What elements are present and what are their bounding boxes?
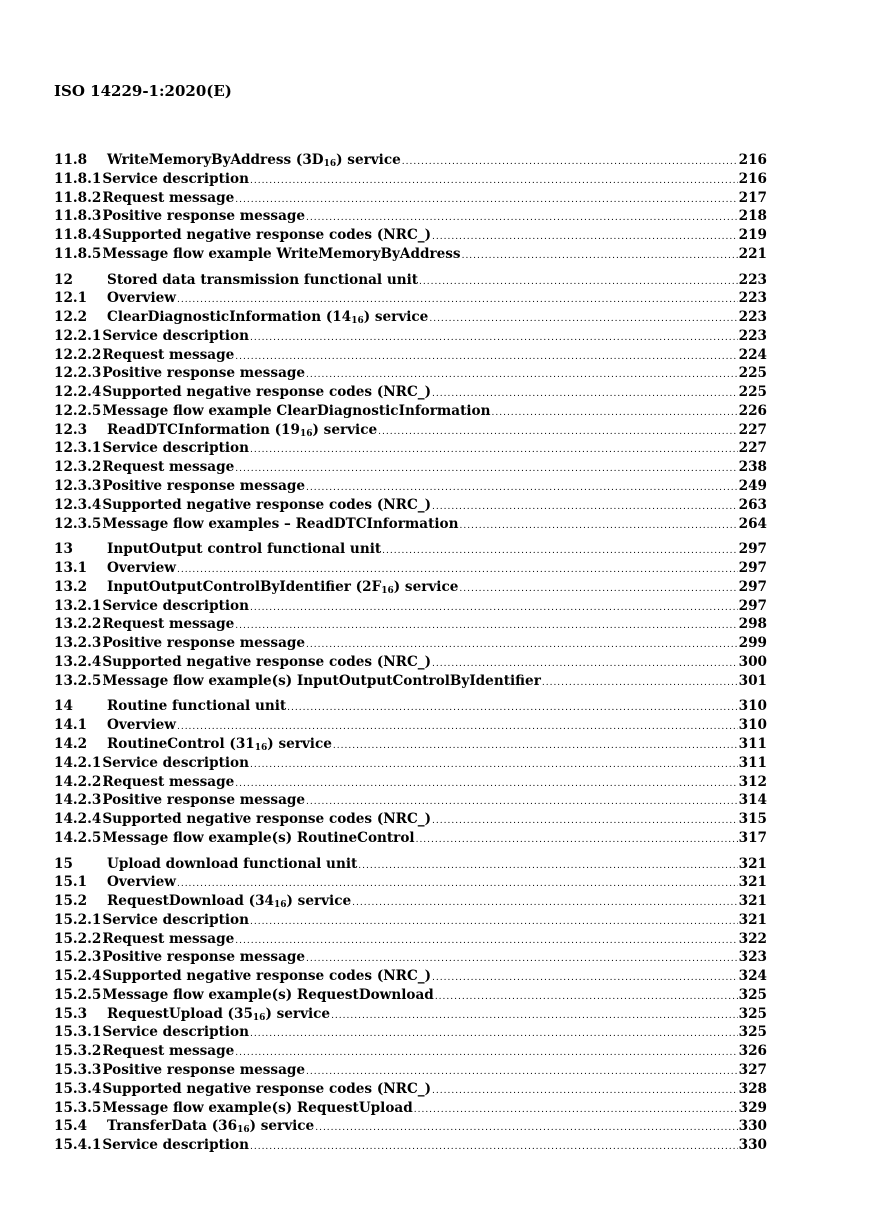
toc-entry-page-number: 249 (738, 478, 767, 495)
toc-entry-number: 12.2 (54, 309, 88, 326)
toc-entry-subscript: 16 (299, 428, 313, 439)
toc-entry-title: Service description (102, 1024, 249, 1041)
toc-entry-title: Stored data transmission functional unit (107, 271, 419, 288)
toc-entry[interactable] (54, 152, 767, 171)
dot-leader (331, 1011, 738, 1021)
toc-entry-subscript: 16 (323, 159, 337, 169)
toc-entry-title: Positive response message (102, 635, 306, 652)
toc-entry-number: 13.2.1 (54, 597, 102, 614)
toc-entry-number: 14.2.2 (54, 773, 102, 790)
dot-leader (250, 445, 738, 455)
toc-entry-page-number: 217 (738, 189, 767, 206)
dot-leader (250, 603, 738, 613)
toc-entry[interactable] (54, 949, 767, 968)
toc-entry-number: 15 (54, 855, 73, 872)
toc-entry[interactable] (54, 290, 767, 309)
dot-leader (177, 295, 738, 305)
toc-entry-title: Service description (102, 1137, 249, 1154)
toc-entry-page-number: 297 (738, 541, 767, 558)
dot-leader (306, 1067, 738, 1077)
toc-entry[interactable] (54, 654, 767, 673)
dot-leader (250, 176, 738, 186)
toc-entry-page-number: 310 (738, 717, 767, 734)
dot-leader (462, 251, 738, 261)
toc-entry[interactable] (54, 1118, 767, 1137)
toc-entry-page-number: 324 (738, 968, 767, 985)
toc-entry-number: 12.3.1 (54, 440, 102, 457)
dot-leader (235, 464, 737, 474)
dot-leader (177, 722, 738, 732)
dot-leader (429, 314, 737, 324)
toc-entry[interactable] (54, 328, 767, 347)
toc-entry-title: Message flow example(s) RoutineControl (102, 829, 415, 846)
toc-entry-title: Supported negative response codes (NRC_) (102, 496, 432, 513)
toc-entry-title: Routine functional unit (107, 698, 287, 715)
toc-entry-number: 15.2.3 (54, 949, 102, 966)
toc-entry[interactable] (54, 403, 767, 422)
toc-entry-page-number: 323 (738, 949, 767, 966)
toc-entry[interactable] (54, 856, 767, 875)
toc-entry-number: 12.2.5 (54, 402, 102, 419)
toc-entry-page-number: 238 (738, 459, 767, 476)
dot-leader (432, 389, 738, 399)
toc-entry[interactable] (54, 1137, 767, 1156)
toc-entry[interactable] (54, 968, 767, 987)
toc-group (54, 698, 767, 848)
toc-entry-page-number: 264 (738, 515, 767, 532)
document-header: ISO 14229-1:2020(E) (54, 82, 232, 100)
toc-entry[interactable] (54, 811, 767, 830)
toc-entry-number: 14.2 (54, 735, 88, 752)
dot-leader (414, 1105, 738, 1115)
dot-leader (382, 546, 737, 556)
toc-entry-number: 14.2.4 (54, 811, 102, 828)
toc-entry-subscript: 16 (237, 1125, 250, 1136)
toc-entry[interactable] (54, 579, 767, 598)
toc-entry-page-number: 327 (738, 1061, 767, 1078)
toc-entry-page-number: 301 (738, 672, 767, 689)
toc-entry-page-number: 223 (738, 327, 767, 344)
toc-entry-title: RoutineControl $(31_{16})$ service (107, 735, 332, 753)
toc-entry-title: TransferData $(36_{16})$ service (107, 1118, 315, 1136)
toc-entry-title: Positive response message (102, 365, 306, 382)
toc-entry-number: 15.4.1 (54, 1137, 102, 1154)
toc-entry-number: 12.3.3 (54, 478, 102, 495)
toc-entry-title: Positive response message (102, 478, 306, 495)
toc-entry-page-number: 311 (738, 735, 767, 752)
toc-entry-number: 12.2.1 (54, 327, 102, 344)
toc-entry-page-number: 225 (738, 365, 767, 382)
toc-entry-title: Positive response message (102, 1061, 306, 1078)
toc-entry-number: 15.3.4 (54, 1080, 102, 1097)
dot-leader (250, 760, 738, 770)
toc-entry-title: ClearDiagnosticInformation $(14_{16})$ service (107, 309, 429, 327)
toc-entry-number: 11.8 (54, 152, 88, 168)
toc-entry[interactable] (54, 516, 767, 535)
toc-entry-title: Service description (102, 597, 249, 614)
toc-entry[interactable] (54, 541, 767, 560)
toc-entry-page-number: 216 (738, 152, 767, 168)
dot-leader (306, 954, 738, 964)
toc-entry-page-number: 297 (738, 578, 767, 595)
toc-entry-title: RequestDownload $(34_{16})$ service (107, 893, 352, 911)
dot-leader (333, 741, 738, 751)
toc-entry-page-number: 330 (738, 1118, 767, 1135)
dot-leader (306, 640, 738, 650)
toc-entry-number: 15.4 (54, 1118, 88, 1135)
dot-leader (235, 621, 737, 631)
toc-group (54, 856, 767, 1156)
toc-entry[interactable] (54, 227, 767, 246)
toc-entry-subscript: 16 (254, 742, 268, 753)
toc-entry[interactable] (54, 635, 767, 654)
toc-entry-number: 15.3.2 (54, 1043, 102, 1060)
toc-entry-title: RequestUpload $(35_{16})$ service (107, 1005, 331, 1023)
toc-entry-number: 11.8.1 (54, 170, 102, 187)
toc-entry-number: 15.3.3 (54, 1061, 102, 1078)
toc-entry[interactable] (54, 171, 767, 190)
toc-entry[interactable] (54, 792, 767, 811)
toc-entry-page-number: 310 (738, 698, 767, 715)
toc-entry[interactable] (54, 736, 767, 755)
toc-group (54, 541, 767, 691)
toc-entry-number: 12.2.2 (54, 346, 102, 363)
toc-entry[interactable] (54, 365, 767, 384)
toc-entry-title: Overview (107, 290, 176, 307)
toc-entry[interactable] (54, 893, 767, 912)
toc-entry-subscript: 16 (273, 900, 287, 911)
toc-entry-number: 12.3 (54, 421, 88, 438)
dot-leader (542, 678, 738, 688)
toc-entry-number: 15.3.1 (54, 1024, 102, 1041)
dot-leader (432, 1086, 738, 1096)
table-of-contents (54, 152, 767, 1163)
dot-leader (432, 502, 738, 512)
toc-entry-title: Overview (107, 874, 176, 891)
toc-entry-number: 12 (54, 271, 73, 288)
dot-leader (235, 1048, 737, 1058)
toc-entry-page-number: 315 (738, 811, 767, 828)
dot-leader (435, 992, 738, 1002)
dot-leader (306, 370, 738, 380)
toc-entry[interactable] (54, 208, 767, 227)
dot-leader (432, 232, 738, 242)
dot-leader (432, 659, 738, 669)
toc-entry-title: Service description (102, 754, 249, 771)
toc-entry[interactable] (54, 459, 767, 478)
toc-entry-page-number: 225 (738, 384, 767, 401)
toc-entry-title: WriteMemoryByAddress $(3D_{16})$ service (107, 152, 401, 169)
toc-entry[interactable] (54, 598, 767, 617)
toc-entry-number: 11.8.4 (54, 227, 102, 244)
toc-entry-page-number: 223 (738, 271, 767, 288)
toc-entry-number: 15.2.2 (54, 930, 102, 947)
toc-entry-page-number: 221 (738, 245, 767, 262)
toc-entry-page-number: 223 (738, 290, 767, 307)
toc-entry[interactable] (54, 774, 767, 793)
dot-leader (287, 703, 737, 713)
toc-entry-page-number: 325 (738, 1024, 767, 1041)
toc-entry-page-number: 312 (738, 773, 767, 790)
toc-entry-title: Supported negative response codes (NRC_) (102, 811, 432, 828)
toc-entry-number: 15.1 (54, 874, 88, 891)
toc-entry-title: Message flow example(s) RequestUpload (102, 1099, 413, 1116)
toc-entry-title: Service description (102, 170, 249, 187)
toc-entry-title: Positive response message (102, 792, 306, 809)
toc-entry-page-number: 322 (738, 930, 767, 947)
toc-entry-number: 14.2.3 (54, 792, 102, 809)
toc-entry-number: 11.8.2 (54, 189, 102, 206)
toc-entry-title: Upload download functional unit (107, 855, 358, 872)
toc-entry-title: Request message (102, 773, 235, 790)
toc-entry-title: Supported negative response codes (NRC_) (102, 384, 432, 401)
toc-entry-title: Request message (102, 1043, 235, 1060)
toc-entry[interactable] (54, 1024, 767, 1043)
toc-entry-title: Request message (102, 930, 235, 947)
toc-entry-number: 13.2.3 (54, 635, 102, 652)
toc-entry-title: Overview (107, 560, 176, 577)
toc-entry[interactable] (54, 246, 767, 265)
toc-entry[interactable] (54, 347, 767, 366)
toc-entry-title: Message flow example(s) RequestDownload (102, 986, 434, 1003)
dot-leader (235, 195, 737, 205)
dot-leader (492, 408, 738, 418)
toc-entry-page-number: 314 (738, 792, 767, 809)
toc-entry-number: 14.1 (54, 717, 88, 734)
toc-entry[interactable] (54, 560, 767, 579)
toc-entry-number: 13 (54, 541, 73, 558)
toc-entry-page-number: 263 (738, 496, 767, 513)
toc-entry-number: 15.2.4 (54, 968, 102, 985)
toc-entry-title: Supported negative response codes (NRC_) (102, 968, 432, 985)
toc-entry-title: Request message (102, 346, 235, 363)
dot-leader (306, 797, 738, 807)
toc-entry[interactable] (54, 755, 767, 774)
toc-entry-page-number: 298 (738, 616, 767, 633)
toc-entry-title: Message flow example(s) InputOutputControlByIdentifier (102, 672, 541, 689)
toc-entry[interactable] (54, 384, 767, 403)
toc-entry-page-number: 330 (738, 1137, 767, 1154)
toc-entry-number: 14 (54, 698, 73, 715)
toc-entry-number: 12.3.4 (54, 496, 102, 513)
toc-entry-title: Message flow examples – ReadDTCInformation (102, 515, 459, 532)
toc-entry[interactable] (54, 698, 767, 717)
toc-entry-title: InputOutput control functional unit (107, 541, 382, 558)
toc-entry[interactable] (54, 272, 767, 291)
toc-entry-title: Positive response message (102, 208, 306, 225)
toc-entry-page-number: 329 (738, 1099, 767, 1116)
toc-entry[interactable] (54, 874, 767, 893)
toc-entry-page-number: 216 (738, 170, 767, 187)
toc-entry-subscript: 16 (381, 585, 394, 596)
toc-entry-number: 13.2 (54, 578, 88, 595)
toc-entry-page-number: 326 (738, 1043, 767, 1060)
toc-entry[interactable] (54, 987, 767, 1006)
toc-entry[interactable] (54, 440, 767, 459)
dot-leader (250, 1029, 738, 1039)
dot-leader (378, 427, 737, 437)
toc-entry-page-number: 300 (738, 653, 767, 670)
dot-leader (177, 565, 738, 575)
toc-entry-number: 11.8.5 (54, 245, 102, 262)
toc-entry-page-number: 219 (738, 227, 767, 244)
toc-entry-number: 15.2 (54, 893, 88, 910)
toc-entry[interactable] (54, 190, 767, 209)
toc-entry-page-number: 321 (738, 855, 767, 872)
toc-entry-number: 13.2.4 (54, 653, 102, 670)
dot-leader (235, 352, 737, 362)
toc-entry[interactable] (54, 478, 767, 497)
dot-leader (358, 861, 737, 871)
toc-entry-page-number: 227 (738, 421, 767, 438)
toc-entry[interactable] (54, 422, 767, 441)
toc-entry-number: 14.2.1 (54, 754, 102, 771)
dot-leader (306, 213, 738, 223)
dot-leader (306, 483, 738, 493)
toc-entry-number: 14.2.5 (54, 829, 102, 846)
dot-leader (419, 277, 738, 287)
toc-entry-number: 12.1 (54, 290, 88, 307)
toc-entry-number: 12.2.4 (54, 384, 102, 401)
dot-leader (177, 879, 738, 889)
toc-entry-page-number: 297 (738, 597, 767, 614)
toc-entry[interactable] (54, 1006, 767, 1025)
toc-entry[interactable] (54, 1043, 767, 1062)
toc-entry-subscript: 16 (351, 316, 364, 327)
toc-entry-number: 13.1 (54, 560, 88, 577)
toc-entry-title: Supported negative response codes (NRC_) (102, 653, 432, 670)
dot-leader (432, 973, 738, 983)
toc-entry-page-number: 325 (738, 1005, 767, 1022)
toc-entry-page-number: 223 (738, 309, 767, 326)
toc-entry-page-number: 227 (738, 440, 767, 457)
toc-entry[interactable] (54, 1081, 767, 1100)
toc-entry[interactable] (54, 1062, 767, 1081)
toc-entry[interactable] (54, 497, 767, 516)
toc-entry-number: 11.8.3 (54, 208, 102, 225)
toc-group (54, 152, 767, 265)
toc-entry[interactable] (54, 673, 767, 692)
toc-entry[interactable] (54, 717, 767, 736)
toc-entry-number: 13.2.5 (54, 672, 102, 689)
toc-entry-title: Request message (102, 459, 235, 476)
dot-leader (459, 584, 737, 594)
toc-entry-page-number: 226 (738, 402, 767, 419)
toc-entry-page-number: 311 (738, 754, 767, 771)
toc-entry-title: Positive response message (102, 949, 306, 966)
dot-leader (402, 157, 738, 167)
dot-leader (250, 333, 738, 343)
toc-entry-page-number: 299 (738, 635, 767, 652)
toc-entry-title: Request message (102, 616, 235, 633)
toc-entry-title: Overview (107, 717, 176, 734)
dot-leader (432, 816, 738, 826)
toc-entry-number: 15.2.5 (54, 986, 102, 1003)
toc-entry-page-number: 317 (738, 829, 767, 846)
toc-entry-title: Message flow example WriteMemoryByAddress (102, 245, 461, 262)
toc-entry-number: 12.3.2 (54, 459, 102, 476)
toc-entry-title: Service description (102, 911, 249, 928)
dot-leader (250, 917, 738, 927)
dot-leader (352, 898, 737, 908)
toc-entry-page-number: 321 (738, 893, 767, 910)
toc-entry-page-number: 325 (738, 986, 767, 1003)
toc-entry-number: 15.3 (54, 1005, 88, 1022)
toc-entry-number: 13.2.2 (54, 616, 102, 633)
toc-entry-title: ReadDTCInformation $(19_{16})$ service (107, 421, 378, 439)
toc-entry-number: 12.3.5 (54, 515, 102, 532)
dot-leader (250, 1142, 738, 1152)
toc-entry[interactable] (54, 1100, 767, 1119)
toc-entry[interactable] (54, 830, 767, 849)
toc-entry-title: Message flow example ClearDiagnosticInformation (102, 402, 491, 419)
toc-entry-number: 15.2.1 (54, 911, 102, 928)
toc-entry-page-number: 224 (738, 346, 767, 363)
toc-entry-title: Supported negative response codes (NRC_) (102, 227, 432, 244)
toc-entry[interactable] (54, 616, 767, 635)
dot-leader (235, 936, 737, 946)
toc-entry-number: 15.3.5 (54, 1099, 102, 1116)
toc-entry-subscript: 16 (252, 1012, 266, 1023)
toc-group (54, 272, 767, 535)
toc-entry[interactable] (54, 912, 767, 931)
dot-leader (459, 521, 737, 531)
dot-leader (416, 835, 738, 845)
toc-entry-page-number: 218 (738, 208, 767, 225)
toc-entry-page-number: 297 (738, 560, 767, 577)
toc-entry-title: Service description (102, 327, 249, 344)
toc-entry[interactable] (54, 931, 767, 950)
toc-entry-title: Request message (102, 189, 235, 206)
toc-entry[interactable] (54, 309, 767, 328)
toc-entry-title: Supported negative response codes (NRC_) (102, 1080, 432, 1097)
toc-entry-title: Service description (102, 440, 249, 457)
toc-entry-title: InputOutputControlByIdentifier $(2F_{16})$ service (107, 578, 459, 596)
toc-entry-number: 12.2.3 (54, 365, 102, 382)
toc-entry-page-number: 321 (738, 874, 767, 891)
dot-leader (235, 779, 737, 789)
toc-entry-page-number: 321 (738, 911, 767, 928)
dot-leader (315, 1123, 737, 1133)
toc-entry-page-number: 328 (738, 1080, 767, 1097)
